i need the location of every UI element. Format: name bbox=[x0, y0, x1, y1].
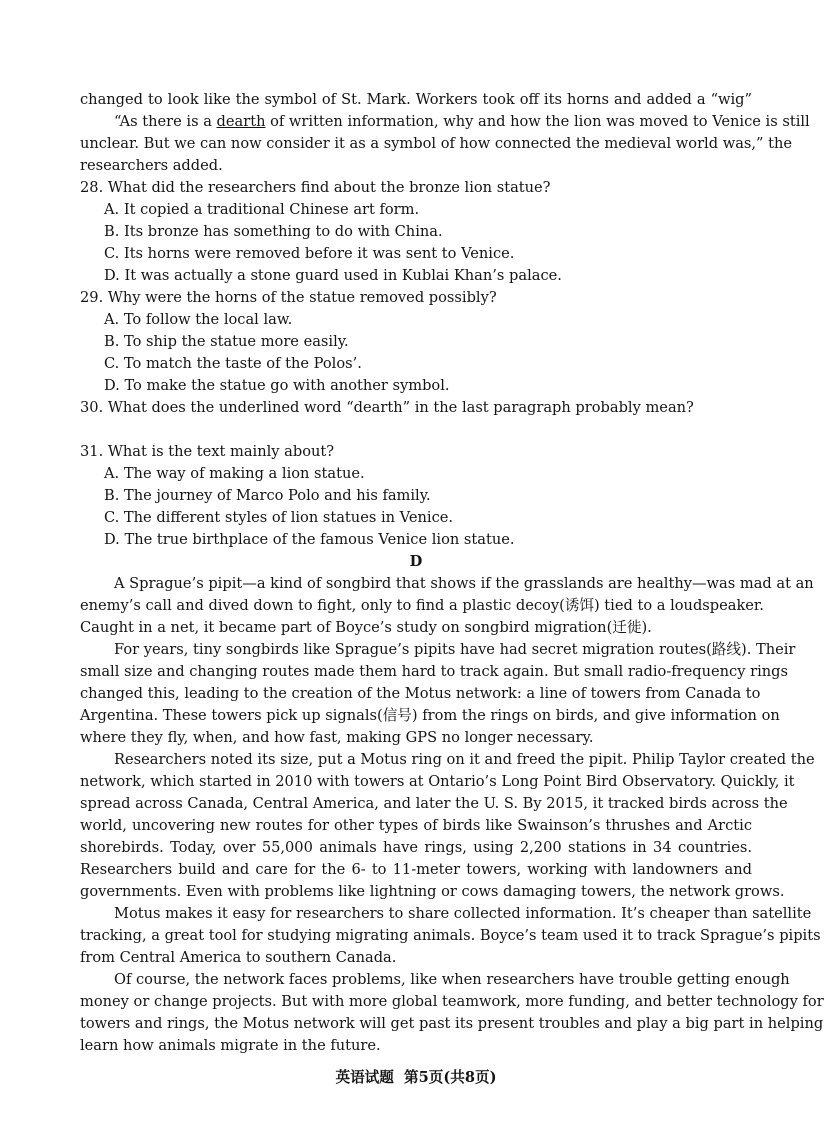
question-28-option-b: B. Its bronze has something to do with China. bbox=[104, 223, 443, 240]
question-31-option-c: C. The different styles of lion statues in Venice. bbox=[104, 509, 454, 526]
question-31-option-d: D. The true birthplace of the famous Venice lion statue. bbox=[104, 531, 515, 548]
question-28-option-d: D. It was actually a stone guard used in Kublai Khan’s palace. bbox=[104, 267, 562, 284]
passage-c-line: unclear. But we can now consider it as a symbol of how connected the medieval world was,” the bbox=[80, 135, 793, 152]
passage-d-line: governments. Even with problems like lightning or cows damaging towers, the network grows. bbox=[80, 883, 785, 900]
question-31-option-a: A. The way of making a lion statue. bbox=[104, 465, 365, 482]
passage-c-line: changed to look like the symbol of St. Mark. Workers took off its horns and added a “wig” bbox=[80, 91, 752, 108]
passage-d-line: Researchers noted its size, put a Motus ring on it and freed the pipit. Philip Taylor created the bbox=[114, 751, 815, 768]
passage-d-heading: D bbox=[409, 553, 423, 570]
question-29-option-a: A. To follow the local law. bbox=[104, 311, 293, 328]
question-28-option-c: C. Its horns were removed before it was sent to Venice. bbox=[104, 245, 515, 262]
passage-c-line: researchers added. bbox=[80, 157, 223, 174]
passage-d-line: towers and rings, the Motus network will get past its present troubles and play a big part in helping bbox=[80, 1015, 824, 1032]
passage-d-line: money or change projects. But with more global teamwork, more funding, and better technology for bbox=[80, 993, 824, 1010]
passage-d-line: A Sprague’s pipit—a kind of songbird that shows if the grasslands are healthy—was mad at an bbox=[114, 575, 814, 592]
question-28-option-a: A. It copied a traditional Chinese art form. bbox=[104, 201, 420, 218]
passage-d-line: changed this, leading to the creation of the Motus network: a line of towers from Canada to bbox=[80, 685, 761, 702]
passage-d-line: Motus makes it easy for researchers to share collected information. It’s cheaper than satellite bbox=[114, 905, 812, 922]
passage-d-line: Caught in a net, it became part of Boyce’s study on songbird migration(迁徙). bbox=[80, 619, 652, 636]
passage-d-line: tracking, a great tool for studying migrating animals. Boyce’s team used it to track Sprague’s pipits bbox=[80, 927, 821, 944]
passage-d-line: Argentina. These towers pick up signals(信号) from the rings on birds, and give information on bbox=[80, 707, 780, 724]
question-29-stem: 29. Why were the horns of the statue removed possibly? bbox=[80, 289, 497, 306]
passage-d-line: enemy’s call and dived down to fight, only to find a plastic decoy(诱饵) tied to a loudspeaker. bbox=[80, 597, 764, 614]
passage-d-line: Of course, the network faces problems, like when researchers have trouble getting enough bbox=[114, 971, 790, 988]
question-31-option-b: B. The journey of Marco Polo and his family. bbox=[104, 487, 431, 504]
question-31-stem: 31. What is the text mainly about? bbox=[80, 443, 335, 460]
underlined-word-dearth: dearth bbox=[216, 113, 266, 130]
passage-d-line: from Central America to southern Canada. bbox=[80, 949, 397, 966]
passage-d-line: world, uncovering new routes for other types of birds like Swainson’s thrushes and Arctic bbox=[80, 817, 752, 834]
question-29-option-c: C. To match the taste of the Polos’. bbox=[104, 355, 362, 372]
passage-d-line: shorebirds. Today, over 55,000 animals have rings, using 2,200 stations in 34 countries. bbox=[80, 839, 752, 856]
passage-c-line: “As there is a dearth of written information, why and how the lion was moved to Venice is still bbox=[114, 113, 810, 130]
passage-d-line: For years, tiny songbirds like Sprague’s pipits have had secret migration routes(路线). Their bbox=[114, 641, 796, 658]
page-footer: 英语试题 第5页(共8页) bbox=[335, 1069, 497, 1086]
question-29-option-d: D. To make the statue go with another symbol. bbox=[104, 377, 450, 394]
passage-d-line: where they fly, when, and how fast, making GPS no longer necessary. bbox=[80, 729, 594, 746]
passage-d-line: Researchers build and care for the 6- to 11-meter towers, working with landowners and bbox=[80, 861, 752, 878]
passage-d-line: learn how animals migrate in the future. bbox=[80, 1037, 381, 1054]
passage-d-line: small size and changing routes made them hard to track again. But small radio-frequency rings bbox=[80, 663, 788, 680]
question-28-stem: 28. What did the researchers find about the bronze lion statue? bbox=[80, 179, 551, 196]
question-29-option-b: B. To ship the statue more easily. bbox=[104, 333, 349, 350]
passage-d-line: network, which started in 2010 with towers at Ontario’s Long Point Bird Observatory. Quickly, it bbox=[80, 773, 795, 790]
question-30-stem: 30. What does the underlined word “dearth” in the last paragraph probably mean? bbox=[80, 399, 694, 416]
passage-d-line: spread across Canada, Central America, and later the U. S. By 2015, it tracked birds across the bbox=[80, 795, 788, 812]
